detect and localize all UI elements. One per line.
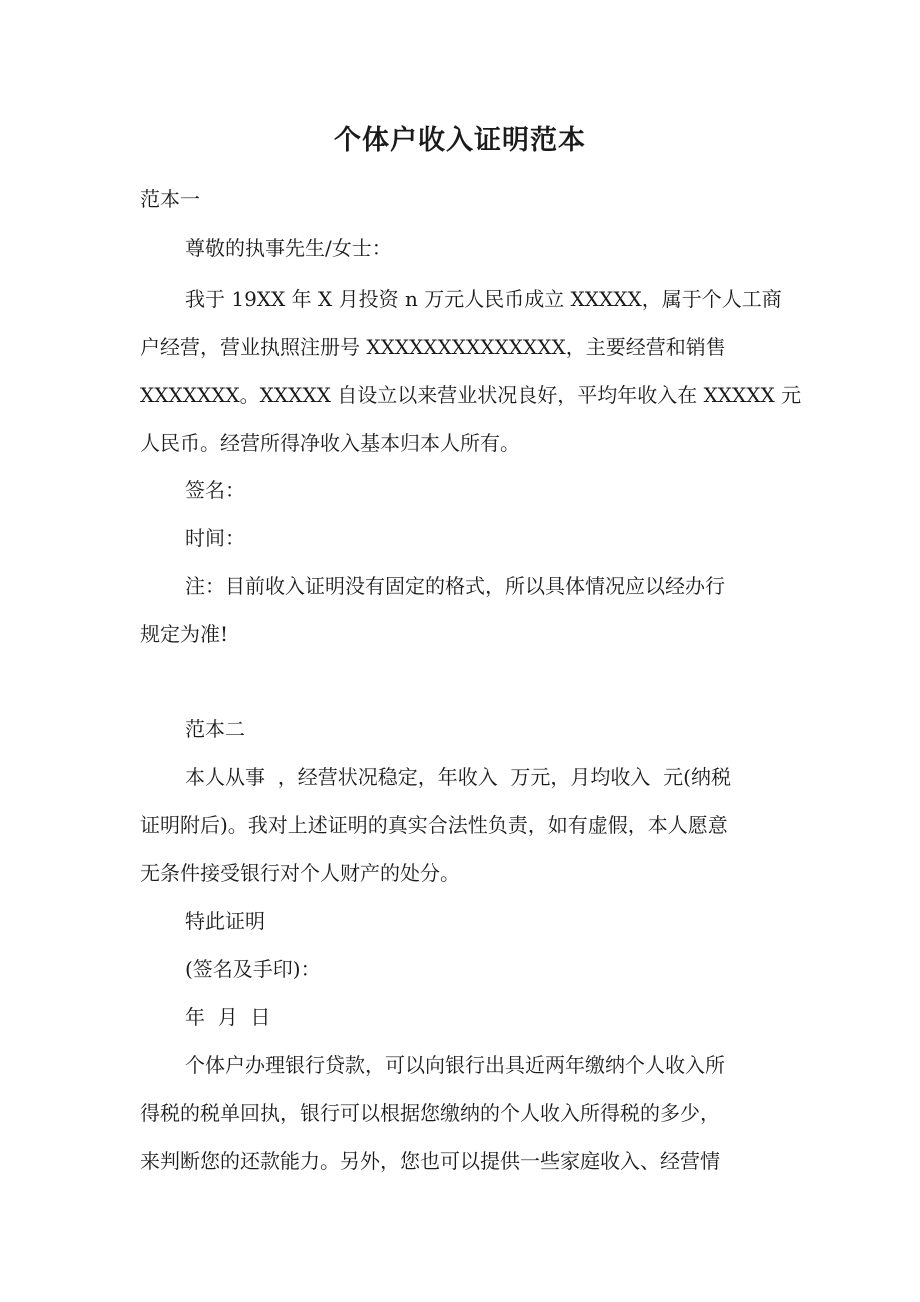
note-line: 注：目前收入证明没有固定的格式，所以具体情况应以经办行: [185, 574, 725, 598]
sample2-body-line: 无条件接受银行对个人财产的处分。: [140, 861, 460, 885]
sample1-body-line: 我于 19XX 年 X 月投资 n 万元人民币成立 XXXXX，属于个人工商: [185, 287, 782, 311]
advice-line: 个体户办理银行贷款，可以向银行出具近两年缴纳个人收入所: [185, 1053, 725, 1077]
sign-hand-label: (签名及手印)：: [185, 957, 321, 981]
sample1-body-line: 户经营，营业执照注册号 XXXXXXXXXXXXXX，主要经营和销售: [140, 335, 726, 359]
time-label: 时间：: [185, 526, 245, 550]
signature-label: 签名：: [185, 478, 245, 502]
sample1-greeting: 尊敬的执事先生/女士：: [185, 236, 392, 260]
note-line: 规定为准!: [140, 622, 229, 646]
sample1-heading: 范本一: [140, 187, 200, 211]
sample2-body-line: 本人从事 ，经营状况稳定，年收入 万元，月均收入 元(纳税: [185, 765, 731, 789]
document-title: 个体户收入证明范本: [334, 125, 586, 156]
sample2-heading: 范本二: [185, 717, 245, 741]
date-line: 年 月 日: [185, 1005, 271, 1029]
advice-line: 得税的税单回执，银行可以根据您缴纳的个人收入所得税的多少，: [140, 1101, 720, 1125]
certify-text: 特此证明: [185, 909, 265, 933]
sample2-body-line: 证明附后)。我对上述证明的真实合法性负责，如有虚假，本人愿意: [140, 813, 728, 837]
sample1-body-line: XXXXXXX。XXXXX 自设立以来营业状况良好，平均年收入在 XXXXX 元: [140, 383, 802, 407]
sample1-body-line: 人民币。经营所得净收入基本归本人所有。: [140, 431, 520, 455]
advice-line: 来判断您的还款能力。另外，您也可以提供一些家庭收入、经营情: [140, 1149, 720, 1173]
